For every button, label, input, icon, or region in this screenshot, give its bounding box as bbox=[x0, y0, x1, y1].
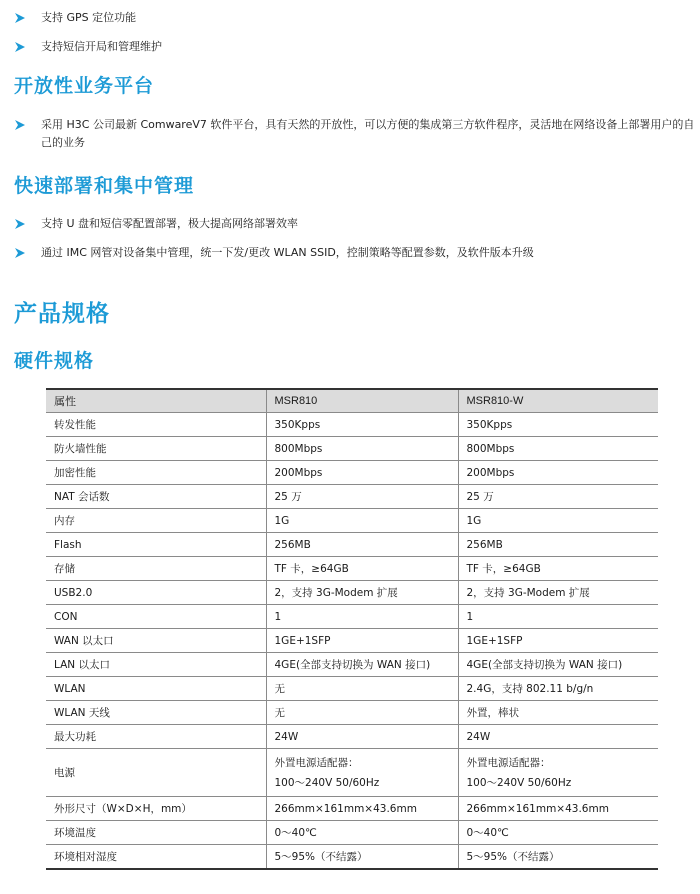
bullet-arrow-icon bbox=[14, 119, 26, 131]
table-header-row bbox=[46, 389, 658, 413]
cell-msr810-w: 25 万 bbox=[458, 485, 658, 509]
table-row bbox=[46, 677, 658, 701]
cell-msr810-w: 350Kpps bbox=[458, 413, 658, 437]
cell-msr810: 256MB bbox=[266, 533, 458, 557]
cell-msr810-w: 2，支持 3G-Modem 扩展 bbox=[458, 581, 658, 605]
cell-attribute: 转发性能 bbox=[46, 413, 266, 437]
header-msr810: MSR810 bbox=[266, 389, 458, 413]
table-row bbox=[46, 605, 658, 629]
table-row bbox=[46, 437, 658, 461]
cell-msr810: TF 卡，≥64GB bbox=[266, 557, 458, 581]
table-row bbox=[46, 725, 658, 749]
cell-attribute: WLAN bbox=[46, 677, 266, 701]
section-title-deploy: 快速部署和集中管理 bbox=[14, 175, 195, 197]
header-msr810-w: MSR810-W bbox=[458, 389, 658, 413]
cell-msr810-w: 4GE(全部支持切换为 WAN 接口) bbox=[458, 653, 658, 677]
bullet-text: 采用 H3C 公司最新 ComwareV7 软件平台，具有天然的开放性，可以方便的集成第三方软件程序，灵活地在网络设备上部署用户的自己的业务 bbox=[41, 118, 695, 149]
cell-msr810-w: 2.4G，支持 802.11 b/g/n bbox=[458, 677, 658, 701]
cell-msr810: 无 bbox=[266, 701, 458, 725]
cell-msr810: 266mm×161mm×43.6mm bbox=[266, 797, 458, 821]
hardware-spec-title: 硬件规格 bbox=[14, 350, 95, 372]
bullet-text: 支持短信开局和管理维护 bbox=[41, 40, 162, 53]
cell-line: 100～240V 50/60Hz bbox=[274, 776, 380, 789]
cell-msr810-w: 800Mbps bbox=[458, 437, 658, 461]
table-row bbox=[46, 797, 658, 821]
table-row bbox=[46, 581, 658, 605]
cell-msr810-w: 200Mbps bbox=[458, 461, 658, 485]
cell-msr810: 1GE+1SFP bbox=[266, 629, 458, 653]
cell-attribute: CON bbox=[46, 605, 266, 629]
cell-attribute: WAN 以太口 bbox=[46, 629, 266, 653]
cell-line: 外置电源适配器： bbox=[466, 756, 551, 769]
table-row bbox=[46, 821, 658, 845]
product-spec-title: 产品规格 bbox=[14, 301, 110, 327]
cell-line: 100～240V 50/60Hz bbox=[466, 776, 572, 789]
cell-msr810-w bbox=[458, 749, 658, 797]
table-row bbox=[46, 485, 658, 509]
header-attribute: 属性 bbox=[46, 389, 266, 413]
cell-attribute: WLAN 天线 bbox=[46, 701, 266, 725]
bullet-arrow-icon bbox=[14, 12, 26, 24]
table-row bbox=[46, 653, 658, 677]
table-row bbox=[46, 509, 658, 533]
table-row bbox=[46, 533, 658, 557]
cell-msr810-w: 5～95%（不结露） bbox=[458, 845, 658, 870]
cell-attribute: USB2.0 bbox=[46, 581, 266, 605]
cell-msr810: 5～95%（不结露） bbox=[266, 845, 458, 870]
cell-attribute: 外形尺寸（W×D×H，mm） bbox=[46, 797, 266, 821]
bullet-arrow-icon bbox=[14, 247, 26, 259]
cell-attribute: 电源 bbox=[46, 749, 266, 797]
cell-msr810-w: 266mm×161mm×43.6mm bbox=[458, 797, 658, 821]
cell-msr810-w: 24W bbox=[458, 725, 658, 749]
cell-msr810: 800Mbps bbox=[266, 437, 458, 461]
cell-msr810-w: 0～40℃ bbox=[458, 821, 658, 845]
table-row bbox=[46, 413, 658, 437]
cell-attribute: LAN 以太口 bbox=[46, 653, 266, 677]
bullet-text: 支持 GPS 定位功能 bbox=[41, 11, 137, 24]
cell-msr810: 2，支持 3G-Modem 扩展 bbox=[266, 581, 458, 605]
cell-msr810 bbox=[266, 749, 458, 797]
cell-attribute: Flash bbox=[46, 533, 266, 557]
cell-msr810-w: 256MB bbox=[458, 533, 658, 557]
cell-msr810: 350Kpps bbox=[266, 413, 458, 437]
cell-msr810: 1G bbox=[266, 509, 458, 533]
cell-msr810: 4GE(全部支持切换为 WAN 接口) bbox=[266, 653, 458, 677]
cell-attribute: 环境温度 bbox=[46, 821, 266, 845]
cell-msr810: 0～40℃ bbox=[266, 821, 458, 845]
cell-msr810: 25 万 bbox=[266, 485, 458, 509]
cell-msr810-w: TF 卡，≥64GB bbox=[458, 557, 658, 581]
table-row bbox=[46, 629, 658, 653]
cell-attribute: 存储 bbox=[46, 557, 266, 581]
section-title-open-platform: 开放性业务平台 bbox=[14, 75, 155, 97]
cell-msr810: 无 bbox=[266, 677, 458, 701]
cell-attribute: 最大功耗 bbox=[46, 725, 266, 749]
hardware-spec-table bbox=[46, 388, 658, 870]
bullet-arrow-icon bbox=[14, 41, 26, 53]
bullet-text: 支持 U 盘和短信零配置部署，极大提高网络部署效率 bbox=[41, 217, 299, 230]
cell-attribute: NAT 会话数 bbox=[46, 485, 266, 509]
cell-msr810: 1 bbox=[266, 605, 458, 629]
table-row bbox=[46, 845, 658, 870]
cell-attribute: 加密性能 bbox=[46, 461, 266, 485]
cell-msr810: 24W bbox=[266, 725, 458, 749]
cell-attribute: 环境相对湿度 bbox=[46, 845, 266, 870]
cell-attribute: 内存 bbox=[46, 509, 266, 533]
table-row bbox=[46, 461, 658, 485]
cell-attribute: 防火墙性能 bbox=[46, 437, 266, 461]
cell-msr810-w: 1 bbox=[458, 605, 658, 629]
bullet-text: 通过 IMC 网管对设备集中管理，统一下发/更改 WLAN SSID，控制策略等配置参数，及软件版本升级 bbox=[41, 246, 534, 259]
table-row bbox=[46, 701, 658, 725]
cell-line: 外置电源适配器： bbox=[274, 756, 359, 769]
cell-msr810-w: 1GE+1SFP bbox=[458, 629, 658, 653]
cell-msr810: 200Mbps bbox=[266, 461, 458, 485]
cell-msr810-w: 外置，棒状 bbox=[458, 701, 658, 725]
table-row bbox=[46, 749, 658, 797]
bullet-arrow-icon bbox=[14, 218, 26, 230]
table-row bbox=[46, 557, 658, 581]
cell-msr810-w: 1G bbox=[458, 509, 658, 533]
